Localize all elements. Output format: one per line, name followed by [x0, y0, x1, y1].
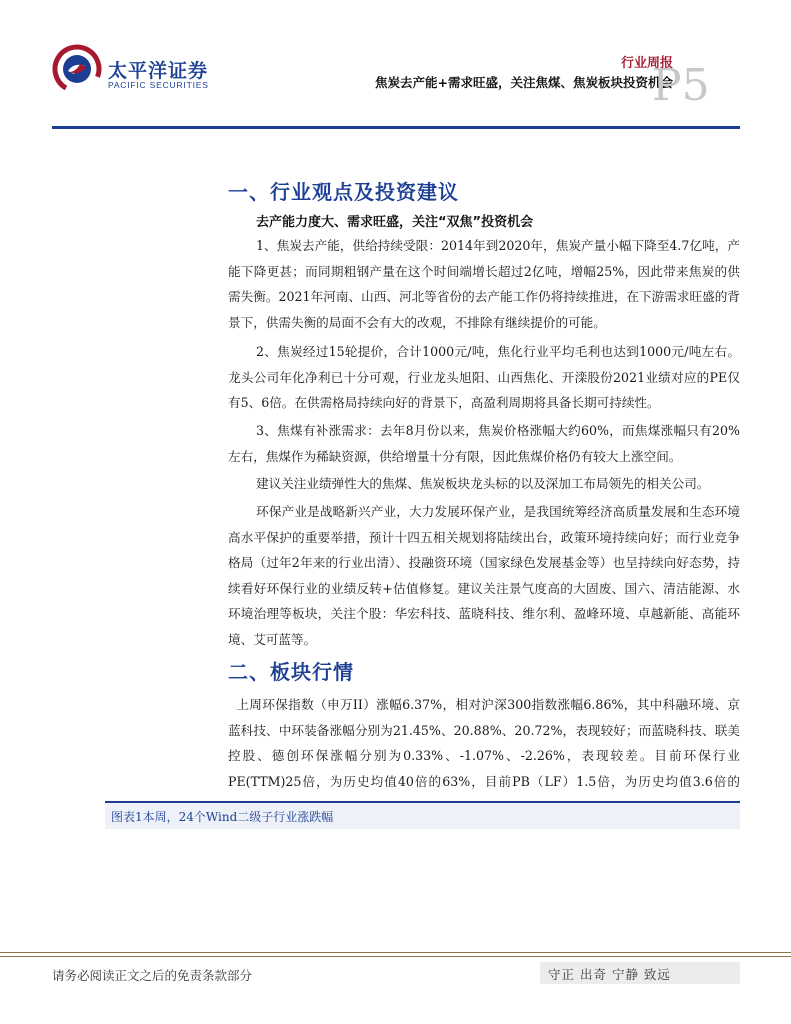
paragraph: 2、焦炭经过15轮提价，合计1000元/吨，焦化行业平均毛利也达到1000元/吨左右。龙头公司年化净利已十分可观，行业龙头旭阳、山西焦化、开滦股份2021业绩对应的PE仅有5、6倍。在供需格局持续向好的背景下，高盈利周期将具备长期可持续性。 — [228, 344, 740, 411]
footer-divider — [0, 952, 791, 953]
footer-disclaimer: 请务必阅读正文之后的免责条款部分 — [52, 968, 253, 983]
paragraph: 建议关注业绩弹性大的焦煤、焦炭板块龙头标的以及深加工布局领先的相关公司。 — [256, 476, 710, 491]
footer-motto: 守正 出奇 宁静 致远 — [548, 967, 671, 982]
logo-wordmark-en: PACIFIC SECURITIES — [108, 80, 209, 90]
report-type: 行业周报 — [620, 56, 673, 71]
figure-caption-bar — [105, 801, 740, 829]
paragraph: 上周环保指数（申万II）涨幅6.37%，相对沪深300指数涨幅6.86%，其中科融环境、京蓝科技、中环装备涨幅分别为21.45%、20.88%、20.72%，表现较好；而蓝晓科技、联美控股、德创环保涨幅分别为0.33%、-1.07%、-2.26%，表现较差。目前环保行业PE(TTM)25倍，为历史均值40倍的63%，目前PB（LF）1.5倍，为历史均值3.6倍的 — [228, 697, 740, 789]
paragraph: 环保产业是战略新兴产业，大力发展环保产业，是我国统筹经济高质量发展和生态环境高水平保护的重要举措，预计十四五相关规划将陆续出台，政策环境持续向好；而行业竞争格局（过年2年来的行业出清）、投融资环境（国家绿色发展基金等）也呈持续向好态势，持续看好环保行业的业绩反转+估值修复。建议关注景气度高的大固废、国六、清洁能源、水环境治理等板块，关注个股：华宏科技、蓝晓科技、维尔利、盈峰环境、卓越新能、高能环境、艾可蓝等。 — [228, 504, 740, 647]
footer-motto-box — [540, 962, 740, 984]
page-number: P5 — [652, 60, 710, 111]
footer-divider — [0, 956, 791, 957]
section-heading-1: 一、行业观点及投资建议 — [228, 180, 459, 204]
section-heading-2: 二、板块行情 — [228, 660, 354, 684]
logo-wordmark-cn: 太平洋证券 — [108, 60, 209, 82]
paragraph: 1、焦炭去产能，供给持续受限：2014年到2020年，焦炭产量小幅下降至4.7亿吨，产能下降更甚；而同期粗钢产量在这个时间端增长超过2亿吨，增幅25%，因此带来焦炭的供需失衡。2021年河南、山西、河北等省份的去产能工作仍将持续推进，在下游需求旺盛的背景下，供需失衡的局面不会有大的改观，不排除有继续提价的可能。 — [228, 238, 740, 330]
pacific-securities-logo-icon — [52, 44, 102, 94]
figure-caption: 图表1本周，24个Wind二级子行业涨跌幅 — [111, 810, 334, 824]
paragraph: 3、焦煤有补涨需求：去年8月份以来，焦炭价格涨幅大约60%，而焦煤涨幅只有20%左右，焦煤作为稀缺资源，供给增量十分有限，因此焦煤价格仍有较大上涨空间。 — [228, 423, 740, 464]
header-divider — [52, 126, 740, 129]
section-subheading: 去产能力度大、需求旺盛，关注“双焦”投资机会 — [256, 215, 534, 230]
report-title: 焦炭去产能+需求旺盛，关注焦煤、焦炭板块投资机会 — [375, 75, 673, 90]
